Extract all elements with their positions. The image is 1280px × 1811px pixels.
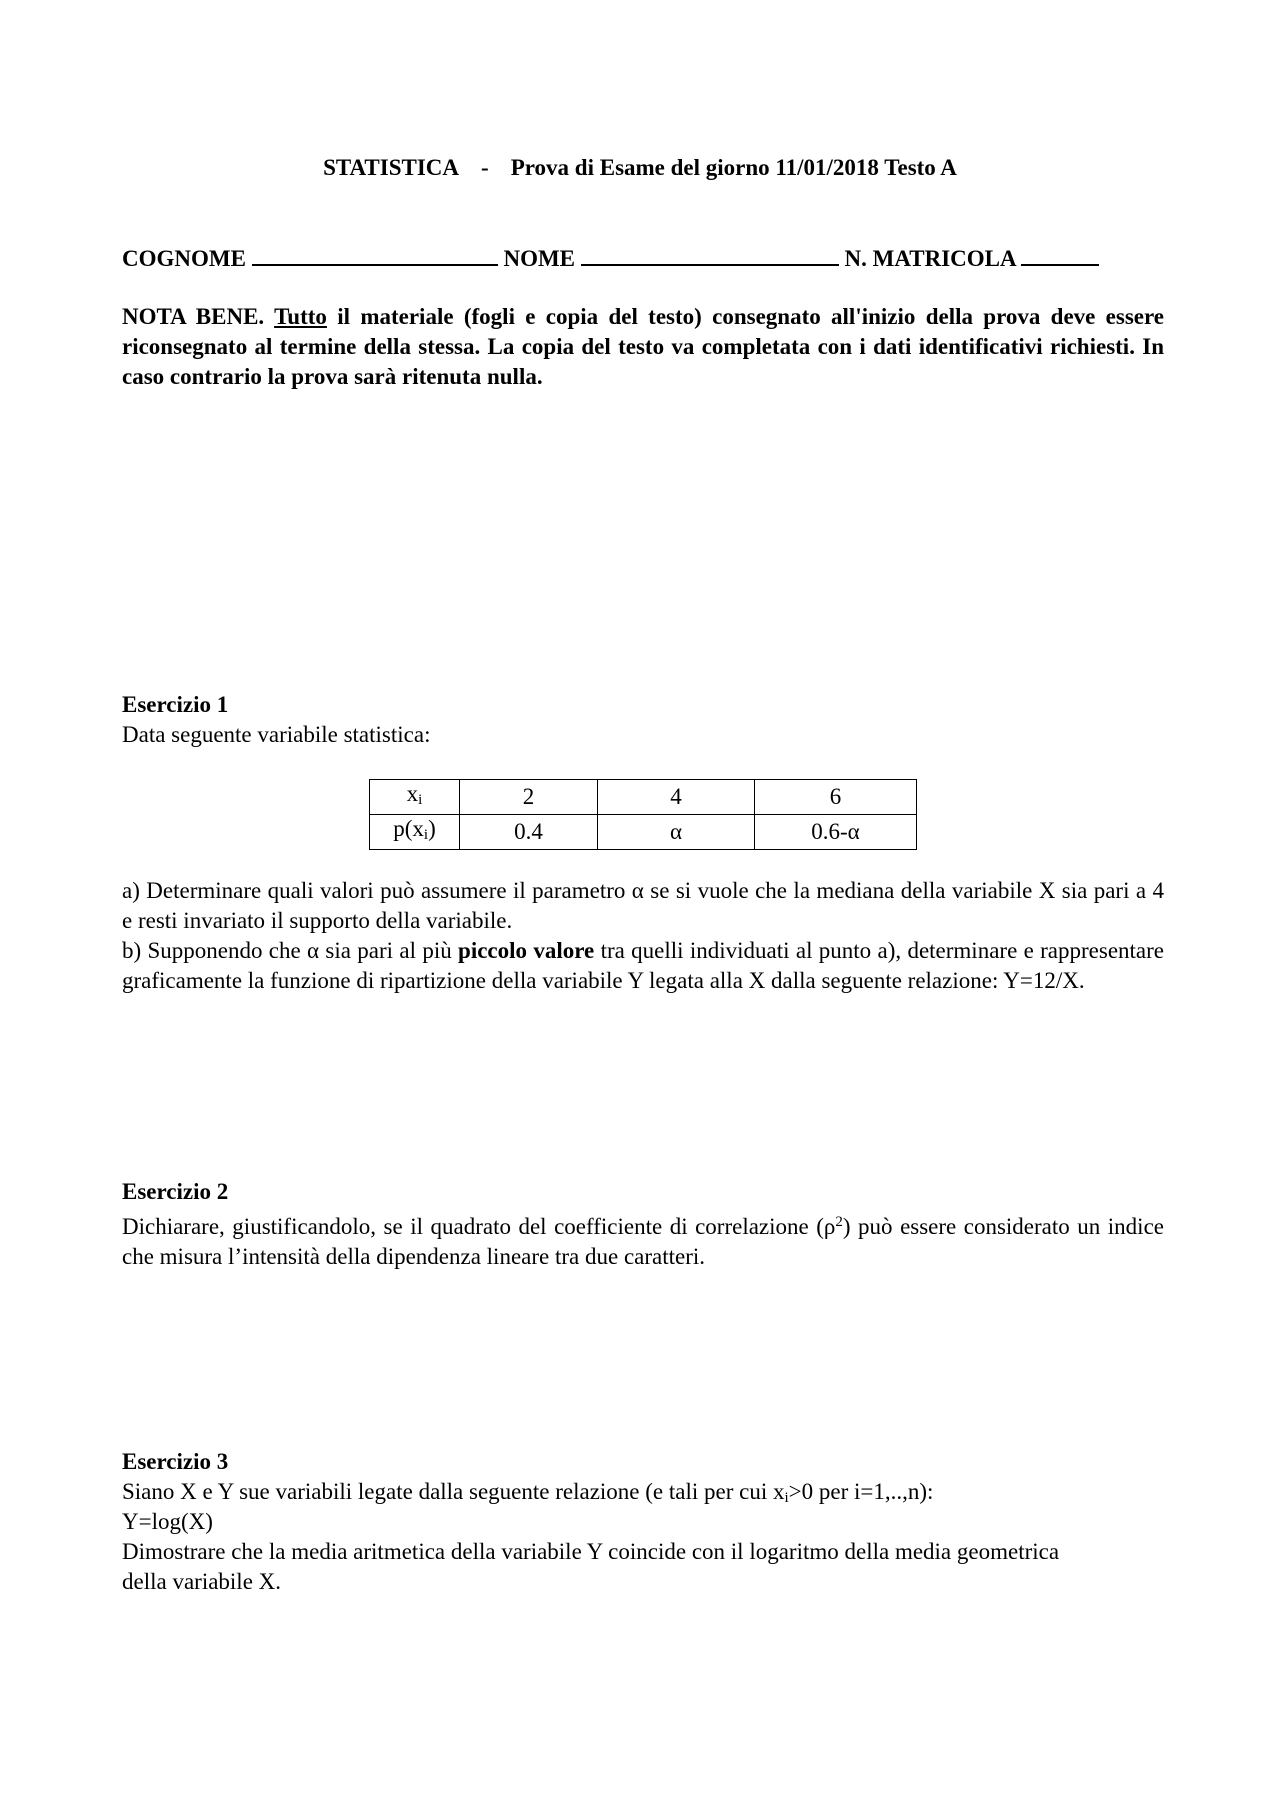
identification-line: [122, 242, 1099, 274]
name-blank[interactable]: [581, 242, 839, 266]
row-label-p: $p(x_i)$: [370, 815, 460, 850]
name-label: NOME: [503, 246, 576, 271]
exam-description: Prova di Esame del giorno 11/01/2018 Testo A: [510, 155, 957, 180]
table-cell: 2: [460, 780, 598, 815]
title-separator: -: [481, 155, 489, 180]
exercise3-title: Esercizio 3: [122, 1449, 229, 1474]
nota-underlined: Tutto: [274, 304, 327, 329]
surname-label: COGNOME: [122, 246, 246, 271]
surname-blank[interactable]: [252, 242, 498, 266]
table-row: [370, 780, 917, 815]
nota-bene: [122, 302, 1164, 392]
exercise1-intro: Data seguente variabile statistica:: [122, 722, 431, 747]
table-cell: 4: [598, 780, 755, 815]
exercise2-text: Dichiarare, giustificandolo, se il quadrato del coefficiente di correlazione $(\rho^2)$ può essere considerato un indice che misura l’intensità della dipendenza lineare tra due caratteri.: [122, 1214, 1164, 1269]
table-cell: 6: [755, 780, 917, 815]
subject: STATISTICA: [323, 155, 460, 180]
row-label-x: $x_i$: [370, 780, 460, 815]
exam-title: [0, 153, 1280, 183]
matricola-label: N. MATRICOLA: [844, 246, 1016, 271]
table-cell: 0.4: [460, 815, 598, 850]
exercise1-part-b: b) Supponendo che α sia pari al più piccolo valore tra quelli individuati al punto a), determinare e rappresentare graficamente la funzione di ripartizione della variabile Y legata alla X dalla seguente relazione: Y=12/X.: [122, 938, 1164, 993]
exercise2-title: Esercizio 2: [122, 1179, 229, 1204]
part-b-emphasis: piccolo valore: [458, 938, 595, 963]
nota-prefix: NOTA BENE.: [122, 304, 265, 329]
table-row: [370, 815, 917, 850]
exercise1-title: Esercizio 1: [122, 692, 229, 717]
nota-text: il materiale (fogli e copia del testo) consegnato all'inizio della prova deve essere riconsegnato al termine della stessa. La copia del testo va completata con i dati identificativi richiesti. In caso contrario la prova sarà ritenuta nulla.: [122, 304, 1165, 389]
exercise3-line1: Siano X e Y sue variabili legate dalla seguente relazione (e tali per cui $x_i>0$ per i=1,..,n):: [122, 1479, 934, 1506]
matricola-blank[interactable]: [1021, 242, 1099, 266]
distribution-table: [369, 779, 917, 850]
exercise1-part-a: a) Determinare quali valori può assumere il parametro α se si vuole che la mediana della variabile X sia pari a 4 e resti invariato il supporto della variabile.: [122, 878, 1164, 933]
table-cell: 0.6-α: [755, 815, 917, 850]
exercise3-line2: Y=log(X): [122, 1509, 213, 1534]
exercise3-line3: Dimostrare che la media aritmetica della variabile Y coincide con il logaritmo della media geometrica della variabile X.: [122, 1539, 1060, 1594]
table-cell: α: [598, 815, 755, 850]
